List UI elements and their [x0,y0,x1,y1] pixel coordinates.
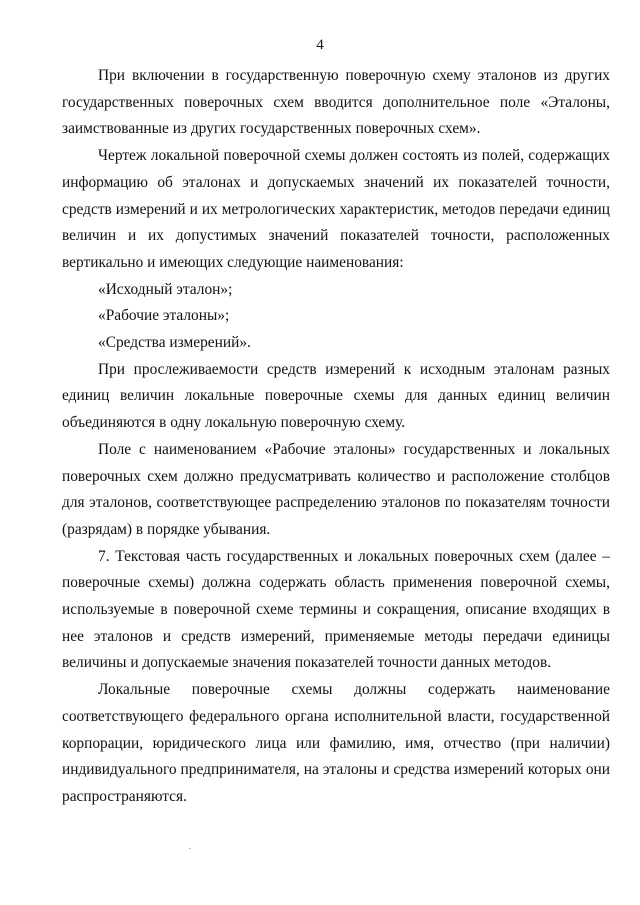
paragraph-text-part: 7. Текстовая часть государственных и локальных поверочных схем (далее – поверочные схемы) должна содержать область применения поверочной схемы, используемые в поверочной схеме термины и сокращения, описание входящих в нее эталонов и средств измерений, применяемые методы передачи единицы величины и допускаемые значения показателей точности данных методов. [62,547,610,672]
list-item-initial-standard: «Исходный эталон»; [98,280,233,298]
paragraph-drawing-fields: Чертеж локальной поверочной схемы должен состоять из полей, содержащих информацию об эталонах и допускаемых значений их показателей точности, средств измерений и их метрологических характеристик, методов передачи единиц величин и их допустимых значений показателей точности, расположенных вертикально и имеющих следующие наименования: [62,147,610,271]
paragraph-traceability: При прослеживаемости средств измерений к исходным эталонам разных единиц величин локальные поверочные схемы для данных единиц величин объединяются в одну локальную поверочную схему. [62,360,610,432]
scan-mark [189,848,191,849]
document-body [62,63,610,811]
list-item-measuring-instruments: «Средства измерений». [98,334,251,352]
paragraph-borrowed-standards: При включении в государственную поверочную схему эталонов из других государственных поверочных схем вводится дополнительное поле «Эталоны, заимствованные из других государственных поверочных схем». [62,67,610,138]
paragraph-working-standards-field: Поле с наименованием «Рабочие эталоны» государственных и локальных поверочных схем должно предусматривать количество и расположение столбцов для эталонов, соответствующее распределению эталонов по показателям точности (разрядам) в порядке убывания. [62,440,610,538]
page-number: 4 [316,37,324,53]
list-item-working-standards: «Рабочие эталоны»; [98,307,230,325]
paragraph-local-schemes: Локальные поверочные схемы должны содержать наименование соответствующего федерального органа исполнительной власти, государственной корпорации, юридического лица или фамилию, имя, отчество (при наличии) индивидуального предпринимателя, на эталоны и средства измерений которых они распространяются. [62,681,610,805]
